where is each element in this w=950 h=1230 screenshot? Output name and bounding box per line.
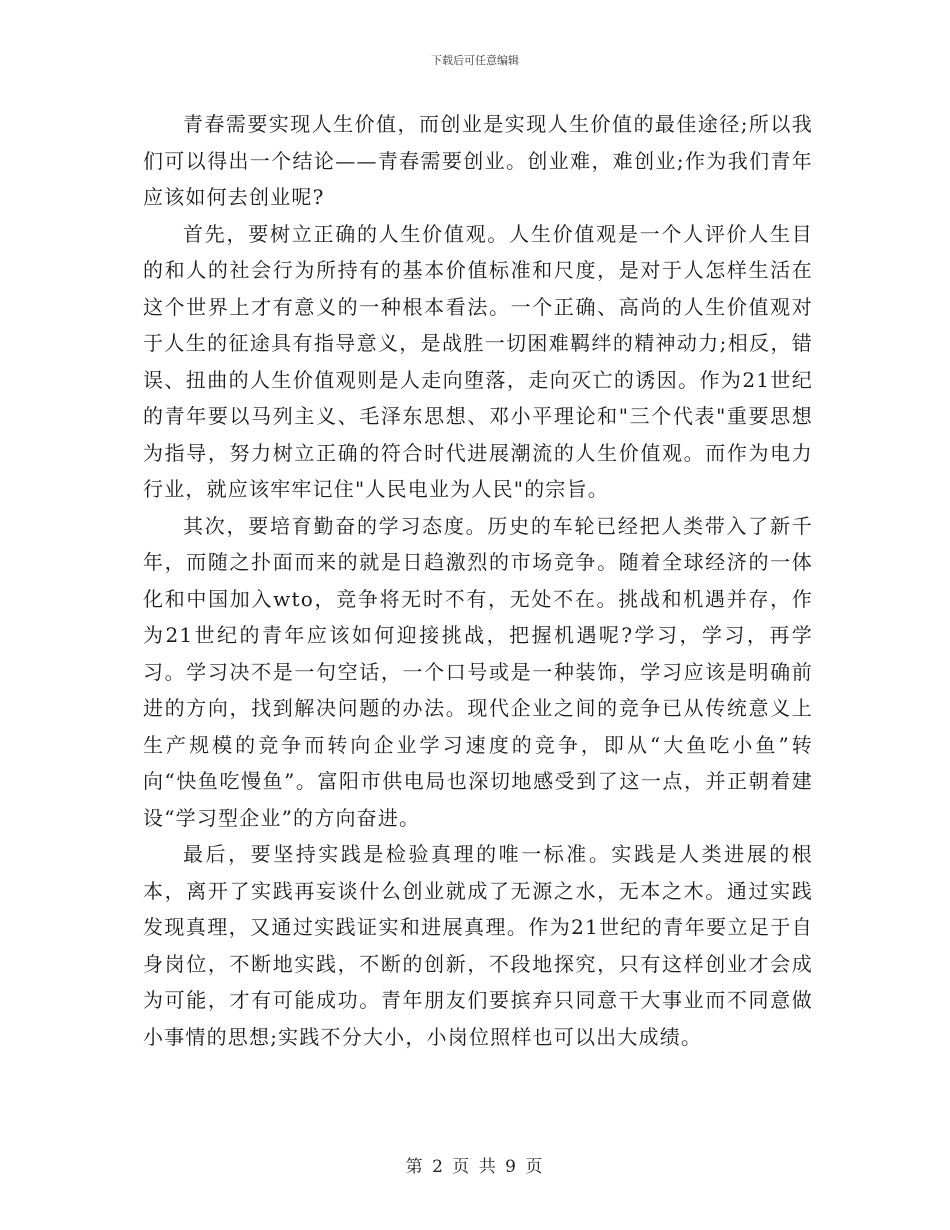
paragraph-3: 其次，要培育勤奋的学习态度。历史的车轮已经把人类带入了新千年，而随之扑面而来的就是日趋激烈的市场竞争。随着全球经济的一体化和中国加入wto，竞争将无时不有，无处不在。挑战和机遇并存，作为21世纪的青年应该如何迎接挑战，把握机遇呢?学习，学习，再学习。学习决不是一句空话，一个口号或是一种装饰，学习应该是明确前进的方向，找到解决问题的办法。现代企业之间的竞争已从传统意义上生产规模的竞争而转向企业学习速度的竞争，即从“大鱼吃小鱼”转向“快鱼吃慢鱼”。富阳市供电局也深切地感受到了这一点，并正朝着建设“学习型企业”的方向奋进。: [143, 513, 813, 830]
page-number-footer: 第 2 页 共 9 页: [405, 1157, 545, 1177]
paragraph-4: 最后，要坚持实践是检验真理的唯一标准。实践是人类进展的根本，离开了实践再妄谈什么创业就成了无源之水，无本之木。通过实践发现真理，又通过实践证实和进展真理。作为21世纪的青年要立足于自身岗位，不断地实践，不断的创新，不段地探究，只有这样创业才会成为可能，才有可能成功。青年朋友们要摈弃只同意干大事业而不同意做小事情的思想;实践不分大小，小岗位照样也可以出大成绩。: [143, 842, 813, 1049]
paragraph-2: 首先，要树立正确的人生价值观。人生价值观是一个人评价人生目的和人的社会行为所持有的基本价值标准和尺度，是对于人怎样生活在这个世界上才有意义的一种根本看法。一个正确、高尚的人生价值观对于人生的征途具有指导意义，是战胜一切困难羁绊的精神动力;相反，错误、扭曲的人生价值观则是人走向堕落，走向灭亡的诱因。作为21世纪的青年要以马列主义、毛泽东思想、邓小平理论和"三个代表"重要思想为指导，努力树立正确的符合时代进展潮流的人生价值观。而作为电力行业，就应该牢牢记住"人民电业为人民"的宗旨。: [143, 221, 813, 501]
page-header: 下载后可任意编辑: [431, 54, 519, 67]
body-text: [143, 106, 813, 1055]
paragraph-1: 青春需要实现人生价值，而创业是实现人生价值的最佳途径;所以我们可以得出一个结论——青春需要创业。创业难，难创业;作为我们青年应该如何去创业呢?: [143, 112, 813, 209]
